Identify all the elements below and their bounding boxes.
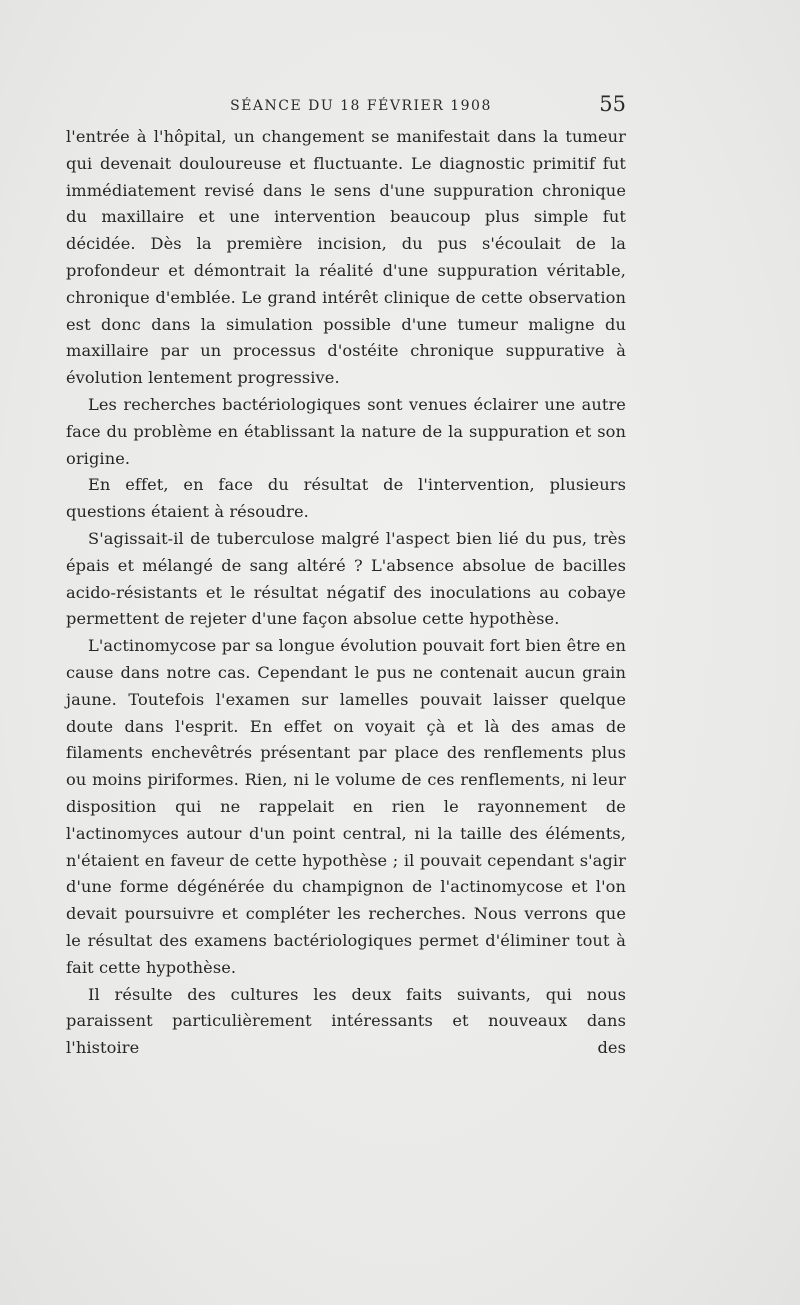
- paragraph-3: En effet, en face du résultat de l'intervention, plusieurs questions étaient à résoudre.: [66, 475, 626, 522]
- running-head: SÉANCE DU 18 FÉVRIER 1908: [230, 98, 492, 114]
- page-header: [66, 92, 626, 122]
- paragraph-6: Il résulte des cultures les deux faits suivants, qui nous paraissent particulièrement intéressants et nouveaux dans l'histoire des: [66, 984, 626, 1058]
- page-number: 55: [599, 92, 626, 116]
- body-text: [66, 124, 626, 1062]
- paragraph-4: S'agissait-il de tuberculose malgré l'aspect bien lié du pus, très épais et mélangé de sang altéré ? L'absence absolue de bacilles acido-résistants et le résultat négatif des inoculations au cobaye permettent de rejeter d'une façon absolue cette hypothèse.: [66, 528, 626, 629]
- paragraph-5: L'actinomycose par sa longue évolution pouvait fort bien être en cause dans notre cas. Cependant le pus ne contenait aucun grain jaune. Toutefois l'examen sur lamelles pouvait laisser quelque doute dans l'esprit. En effet on voyait çà et là des amas de filaments enchevêtrés présentant par place des renflements plus ou moins piriformes. Rien, ni le volume de ces renflements, ni leur disposition qui ne rappelait en rien le rayonnement de l'actinomyces autour d'un point central, ni la taille des éléments, n'étaient en faveur de cette hypothèse ; il pouvait cependant s'agir d'une forme dégénérée du champignon de l'actinomycose et l'on devait poursuivre et compléter les recherches. Nous verrons que le résultat des examens bactériologiques permet d'éliminer tout à fait cette hypothèse.: [66, 636, 626, 977]
- paragraph-1: l'entrée à l'hôpital, un changement se manifestait dans la tumeur qui devenait douloureuse et fluctuante. Le diagnostic primitif fut immédiatement revisé dans le sens d'une suppuration chronique du maxillaire et une intervention beaucoup plus simple fut décidée. Dès la première incision, du pus s'écoulait de la profondeur et démontrait la réalité d'une suppuration véritable, chronique d'emblée. Le grand intérêt clinique de cette observation est donc dans la simulation possible d'une tumeur maligne du maxillaire par un processus d'ostéite chronique suppurative à évolution lentement progressive.: [66, 127, 626, 388]
- paragraph-2: Les recherches bactériologiques sont venues éclairer une autre face du problème en établissant la nature de la suppuration et son origine.: [66, 394, 626, 468]
